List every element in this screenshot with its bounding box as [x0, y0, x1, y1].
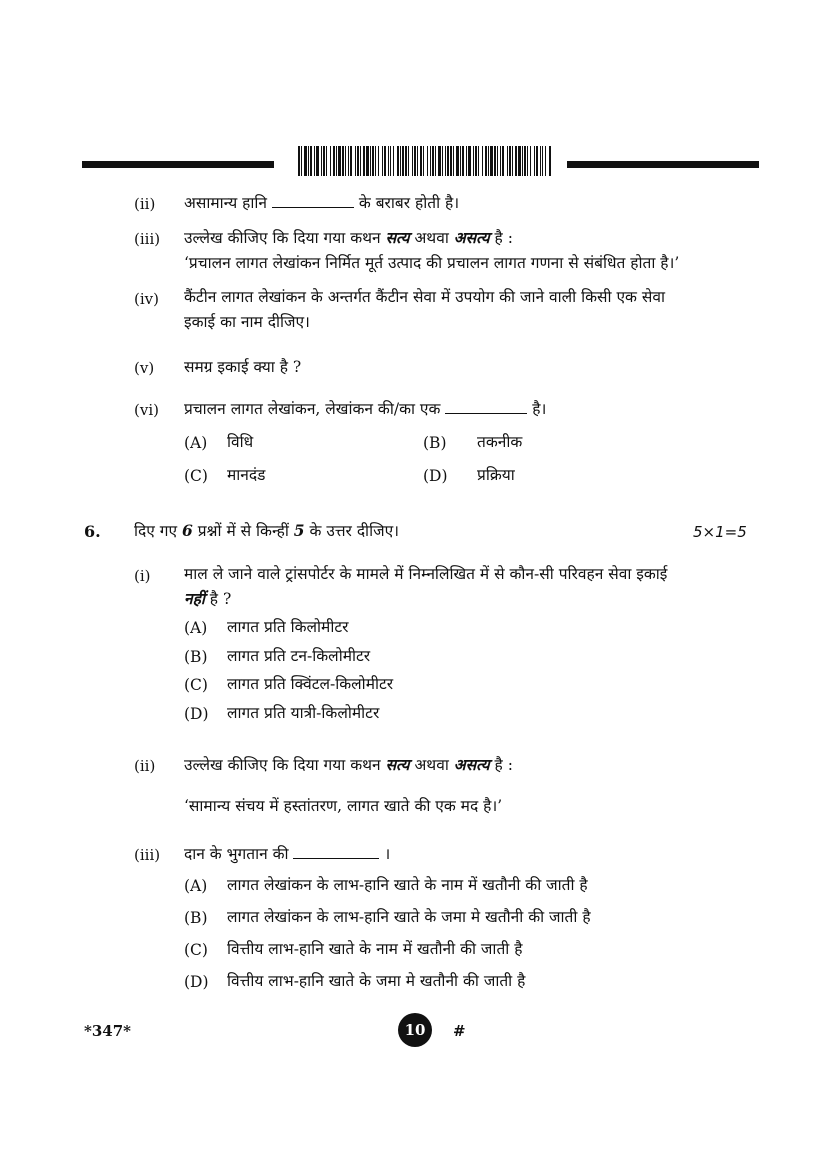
q6-i-option-a-text: लागत प्रति किलोमीटर: [227, 618, 349, 636]
q6-ii-athva: अथवा: [414, 756, 449, 774]
q6-i-number: (i): [134, 567, 151, 585]
q6-iii-option-a-label: (A): [184, 877, 208, 895]
q6-i-line2-b: है ?: [209, 590, 232, 608]
q6-instr-a: दिए गए: [134, 522, 178, 540]
q6-i-option-b-label: (B): [184, 648, 208, 666]
q6-iii-option-c-label: (C): [184, 941, 208, 959]
q5-vi-option-a-text: विधि: [227, 433, 254, 451]
q6-i-option-c-label: (C): [184, 676, 208, 694]
q6-iii-option-d-text: वित्तीय लाभ-हानि खाते के जमा मे खतौनी की जाती है: [227, 972, 526, 990]
q6-i-option-d-label: (D): [184, 705, 209, 723]
footer-hash: #: [453, 1022, 466, 1040]
q5-vi-option-a-label: (A): [184, 434, 208, 452]
header-rule-right: [567, 161, 759, 168]
q6-iii-option-d-label: (D): [184, 973, 209, 991]
q6-iii-option-a-text: लागत लेखांकन के लाभ-हानि खाते के नाम में खतौनी की जाती है: [227, 876, 588, 894]
header-rule-left: [82, 161, 274, 168]
q5-iii-line1-a: उल्लेख कीजिए कि दिया गया कथन: [184, 229, 381, 247]
q5-iv-line1: कैंटीन लागत लेखांकन के अन्तर्गत कैंटीन सेवा में उपयोग की जाने वाली किसी एक सेवा: [184, 288, 665, 306]
q5-vi-option-c-text: मानदंड: [227, 466, 266, 484]
q6-ii-line1-b: है :: [494, 756, 513, 774]
q6-i-nahin: नहीं: [184, 589, 205, 608]
q6-ii-line1: [184, 755, 513, 775]
q5-vi-text: [184, 399, 546, 419]
q5-vi-option-d-text: प्रक्रिया: [477, 466, 515, 484]
q6-count-6: 6: [181, 521, 193, 540]
q6-i-option-b-text: लागत प्रति टन-किलोमीटर: [227, 647, 371, 665]
q5-iii-number: (iii): [134, 230, 161, 248]
q5-v-text: समग्र इकाई क्या है ?: [184, 358, 302, 376]
q5-vi-number: (vi): [134, 401, 159, 419]
q5-ii-text: [184, 193, 459, 213]
q6-i-line1: माल ले जाने वाले ट्रांसपोर्टर के मामले में निम्नलिखित में से कौन-सी परिवहन सेवा इकाई: [184, 565, 668, 583]
q5-v-number: (v): [134, 359, 155, 377]
barcode-image: [298, 146, 553, 176]
q5-iv-line2: इकाई का नाम दीजिए।: [184, 313, 310, 331]
q6-ii-asatya: असत्य: [453, 755, 490, 774]
q5-vi-text-before: प्रचालन लागत लेखांकन, लेखांकन की/का एक: [184, 400, 441, 418]
q5-iii-athva: अथवा: [414, 229, 449, 247]
q6-iii-option-b-text: लागत लेखांकन के लाभ-हानि खाते के जमा मे खतौनी की जाती है: [227, 908, 591, 926]
q6-marks: 5×1=5: [693, 523, 747, 541]
q6-iii-text-after: ।: [384, 845, 391, 863]
q6-instruction: [134, 521, 399, 541]
q5-iv-number: (iv): [134, 290, 159, 308]
q5-iii-line1: [184, 228, 513, 248]
q6-i-option-c-text: लागत प्रति क्विंटल-किलोमीटर: [227, 675, 394, 693]
q6-instr-b: प्रश्नों में से किन्हीं: [197, 522, 289, 540]
q6-i-option-a-label: (A): [184, 619, 208, 637]
q5-vi-blank: [445, 399, 527, 414]
q6-ii-line1-a: उल्लेख कीजिए कि दिया गया कथन: [184, 756, 381, 774]
q5-ii-blank: [272, 193, 354, 208]
q6-iii-blank: [293, 844, 379, 859]
q5-vi-option-b-text: तकनीक: [477, 433, 523, 451]
q6-iii-text-before: दान के भुगतान की: [184, 845, 289, 863]
q6-i-line2: [184, 589, 231, 609]
q6-i-option-d-text: लागत प्रति यात्री-किलोमीटर: [227, 704, 380, 722]
q6-instr-c: के उत्तर दीजिए।: [309, 522, 400, 540]
q6-iii-number: (iii): [134, 846, 161, 864]
q5-vi-option-b-label: (B): [423, 434, 447, 452]
q5-iii-asatya: असत्य: [453, 228, 490, 247]
q5-vi-option-c-label: (C): [184, 467, 208, 485]
q5-iii-satya: सत्य: [385, 228, 410, 247]
q6-number: 6.: [84, 522, 101, 541]
q6-ii-satya: सत्य: [385, 755, 410, 774]
q5-vi-text-after: है।: [532, 400, 547, 418]
q5-vi-option-d-label: (D): [423, 467, 448, 485]
q5-iii-line1-b: है :: [494, 229, 513, 247]
q5-ii-text-after: के बराबर होती है।: [358, 194, 460, 212]
q5-ii-number: (ii): [134, 195, 156, 213]
page-number: 10: [398, 1013, 432, 1047]
q6-iii-option-c-text: वित्तीय लाभ-हानि खाते के नाम में खतौनी की जाती है: [227, 940, 523, 958]
q6-count-5: 5: [293, 521, 305, 540]
q5-iii-statement: ‘प्रचालन लागत लेखांकन निर्मित मूर्त उत्पाद की प्रचालन लागत गणना से संबंधित होता है।’: [184, 254, 680, 272]
q6-iii-text: [184, 844, 390, 864]
q6-ii-statement: ‘सामान्य संचय में हस्तांतरण, लागत खाते की एक मद है।’: [184, 797, 503, 815]
q5-ii-text-before: असामान्य हानि: [184, 194, 267, 212]
barcode-bar: [549, 146, 551, 176]
q6-iii-option-b-label: (B): [184, 909, 208, 927]
footer-code: *347*: [84, 1022, 131, 1040]
q6-ii-number: (ii): [134, 757, 156, 775]
